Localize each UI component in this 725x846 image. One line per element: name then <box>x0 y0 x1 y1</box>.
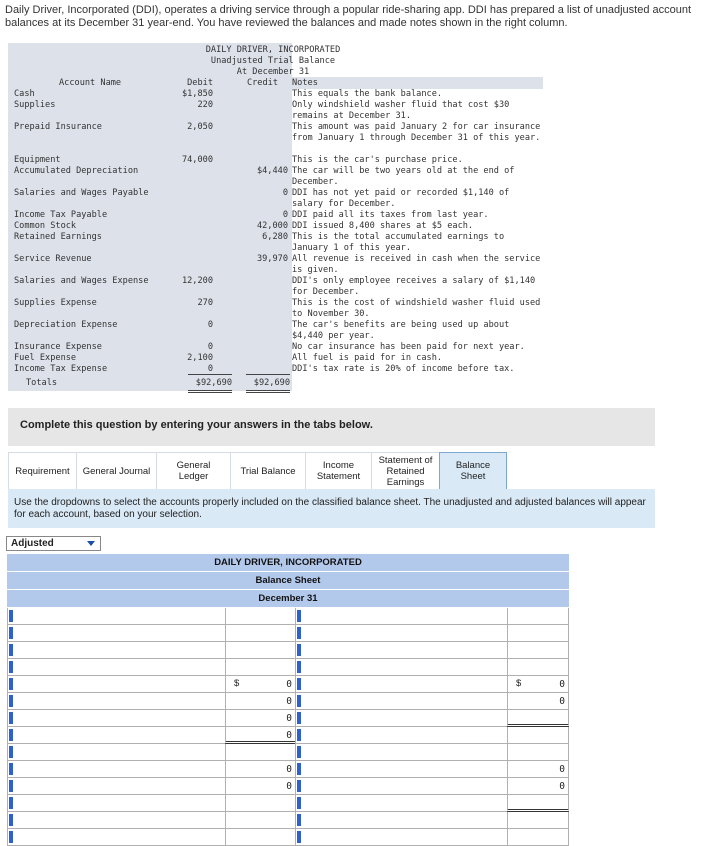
bs-total-cell <box>507 778 569 795</box>
tb-debit-value: 270 <box>197 298 213 308</box>
bs-amount-cell <box>225 744 295 761</box>
bs-subtotal-label-cell <box>295 659 507 676</box>
tb-account-name: Equipment <box>14 155 61 165</box>
bs-total: 0 <box>559 679 565 690</box>
bs-subtotal-dropdown[interactable] <box>296 659 508 676</box>
instructions-banner: Complete this question by entering your answers in the tabs below. <box>8 408 655 446</box>
tb-account-name: Fuel Expense <box>14 353 77 363</box>
bs-subtotal-label-cell <box>295 625 507 642</box>
tb-debit-value: 12,200 <box>181 276 213 286</box>
bs-subtotal-dropdown[interactable] <box>296 829 508 846</box>
bs-amount-cell <box>225 676 295 693</box>
tb-col-credit: Credit <box>246 78 278 88</box>
bs-row <box>7 608 569 625</box>
balance-type-select[interactable] <box>6 536 101 551</box>
tab-bar <box>8 452 507 489</box>
tb-note: This is the car's purchase price. <box>292 155 542 166</box>
tb-account-name: Salaries and Wages Payable <box>14 188 149 198</box>
tb-total-debit: $92,690 <box>195 378 232 388</box>
bs-total-cell <box>507 625 569 642</box>
tb-debit-value: 2,050 <box>187 122 213 132</box>
bs-row <box>7 693 569 710</box>
bs-account-cell <box>7 727 225 744</box>
bs-account-cell <box>7 761 225 778</box>
tb-note: No car insurance has been paid for next year. <box>292 342 542 353</box>
bs-amount: 0 <box>286 679 292 690</box>
bs-total-cell <box>507 710 569 727</box>
bs-subtotal-dropdown[interactable] <box>296 795 508 812</box>
bs-company: DAILY DRIVER, INCORPORATED <box>7 554 569 571</box>
tb-note: The car's benefits are being used up about $4,440 per year. <box>292 320 542 342</box>
bs-account-dropdown[interactable] <box>8 659 226 676</box>
bs-title: Balance Sheet <box>7 572 569 589</box>
bs-total-cell <box>507 676 569 693</box>
tb-note: This is the total accumulated earnings to January 1 of this year. <box>292 232 542 254</box>
bs-subtotal-dropdown[interactable] <box>296 744 508 761</box>
bs-account-cell <box>7 710 225 727</box>
bs-amount-cell <box>225 710 295 727</box>
bs-total-cell <box>507 727 569 744</box>
bs-account-dropdown[interactable] <box>8 676 226 693</box>
bs-amount-cell <box>225 659 295 676</box>
tb-date: At December 31 <box>236 67 310 77</box>
bs-subtotal-label-cell <box>295 744 507 761</box>
bs-account-cell <box>7 642 225 659</box>
bs-total-cell <box>507 829 569 846</box>
tb-note: All fuel is paid for in cash. <box>292 353 542 364</box>
bs-subtotal-dropdown[interactable] <box>296 778 508 795</box>
tb-totals-label: Totals <box>26 378 58 388</box>
bs-amount-cell <box>225 642 295 659</box>
bs-amount: 0 <box>286 696 292 707</box>
bs-total: 0 <box>559 781 565 792</box>
tb-note: The car will be two years old at the end of December. <box>292 166 542 188</box>
bs-account-dropdown[interactable] <box>8 710 226 727</box>
bs-total: 0 <box>559 764 565 775</box>
bs-subtotal-label-cell <box>295 761 507 778</box>
bs-amount: 0 <box>286 781 292 792</box>
bs-amount-cell <box>225 761 295 778</box>
tb-total-credit: $92,690 <box>253 378 290 388</box>
tab-retained-earnings[interactable]: Statement of Retained Earnings <box>371 452 439 489</box>
bs-row <box>7 829 569 846</box>
bs-subtotal-dropdown[interactable] <box>296 608 508 625</box>
bs-amount-cell <box>225 608 295 625</box>
bs-account-dropdown[interactable] <box>8 778 226 795</box>
tab-requirement[interactable]: Requirement <box>8 452 76 489</box>
bs-row <box>7 744 569 761</box>
tb-account-name: Supplies Expense <box>14 298 97 308</box>
bs-amount-cell <box>225 625 295 642</box>
tb-col-notes: Notes <box>292 78 318 88</box>
currency-symbol: $ <box>234 678 240 689</box>
tb-debit-value: 74,000 <box>181 155 213 165</box>
bs-account-cell <box>7 608 225 625</box>
bs-account-cell <box>7 676 225 693</box>
bs-account-cell <box>7 625 225 642</box>
tb-note: DDI has not yet paid or recorded $1,140 of salary for December. <box>292 188 542 210</box>
tb-account-name: Retained Earnings <box>14 232 102 242</box>
bs-subtotal-dropdown[interactable] <box>296 676 508 693</box>
bs-account-dropdown[interactable] <box>8 642 226 659</box>
bs-subtotal-dropdown[interactable] <box>296 642 508 659</box>
bs-account-cell <box>7 693 225 710</box>
bs-account-dropdown[interactable] <box>8 761 226 778</box>
bs-account-dropdown[interactable] <box>8 625 226 642</box>
bs-total-cell <box>507 608 569 625</box>
balance-type-value: Adjusted <box>11 538 54 549</box>
tb-account-name: Income Tax Expense <box>14 364 108 374</box>
tb-credit-value: 6,280 <box>262 232 288 242</box>
tb-note: DDI issued 8,400 shares at $5 each. <box>292 221 542 232</box>
bs-amount-cell <box>225 693 295 710</box>
tb-col-account: Account Name <box>59 78 122 88</box>
tb-debit-value: 0 <box>207 342 213 352</box>
bs-row <box>7 625 569 642</box>
bs-row <box>7 676 569 693</box>
bs-row <box>7 659 569 676</box>
bs-row <box>7 778 569 795</box>
bs-account-dropdown[interactable] <box>8 727 226 744</box>
tb-note: Only windshield washer fluid that cost $30 remains at December 31. <box>292 100 542 122</box>
tb-note: DDI's tax rate is 20% of income before tax. <box>292 364 542 375</box>
bs-account-dropdown[interactable] <box>8 744 226 761</box>
trial-balance <box>8 43 543 396</box>
currency-symbol: $ <box>516 678 522 689</box>
bs-row <box>7 761 569 778</box>
bs-total-cell <box>507 642 569 659</box>
bs-subtotal-label-cell <box>295 608 507 625</box>
tb-note: This amount was paid January 2 for car insurance from January 1 through December 31 of this year. <box>292 122 542 155</box>
tab-instructions: Use the dropdowns to select the accounts properly included on the classified balance sheet. The unadjusted and adjusted balances will appear for each account, based on your selection. <box>8 489 655 528</box>
intro-text: Daily Driver, Incorporated (DDI), operates a driving service through a popular ride-sharing app. DDI has prepared a list of unadjusted account balances at its December 31 year-end. You have reviewed the balances and made notes shown in the right column. <box>5 4 692 29</box>
tb-debit-value: 0 <box>207 364 213 374</box>
tb-title: Unadjusted Trial Balance <box>210 56 336 66</box>
bs-account-dropdown[interactable] <box>8 608 226 625</box>
bs-subtotal-dropdown[interactable] <box>296 710 508 727</box>
tb-account-name: Accumulated Depreciation <box>14 166 139 176</box>
tab-balance-sheet[interactable]: Balance Sheet <box>439 452 507 489</box>
bs-amount-cell <box>225 829 295 846</box>
bs-account-dropdown[interactable] <box>8 829 226 846</box>
tb-note: This is the cost of windshield washer fluid used to November 30. <box>292 298 541 319</box>
tab-general-journal[interactable]: General Journal <box>76 452 156 489</box>
tb-debit-value: 220 <box>197 100 213 110</box>
bs-total: 0 <box>559 696 565 707</box>
tb-company: DAILY DRIVER, INCORPORATED <box>205 45 341 55</box>
bs-account-dropdown[interactable] <box>8 795 226 812</box>
tb-debit-value: 0 <box>207 320 213 330</box>
tb-account-name: Supplies <box>14 100 56 110</box>
tab-income-statement[interactable]: Income Statement <box>305 452 371 489</box>
tb-account-name: Cash <box>14 89 35 99</box>
tb-account-name: Common Stock <box>14 221 77 231</box>
tb-credit-value: 42,000 <box>256 221 288 231</box>
bs-total-cell <box>507 693 569 710</box>
bs-subtotal-dropdown[interactable] <box>296 625 508 642</box>
tb-credit-value: 0 <box>282 210 288 220</box>
bs-total-cell <box>507 659 569 676</box>
bs-total-cell <box>507 761 569 778</box>
bs-total-cell <box>507 744 569 761</box>
tb-col-debit: Debit <box>187 78 213 88</box>
tb-debit-value: $1,850 <box>181 89 213 99</box>
bs-amount-cell <box>225 795 295 812</box>
tb-account-name: Income Tax Payable <box>14 210 108 220</box>
tab-general-ledger[interactable]: General Ledger <box>156 452 230 489</box>
bs-amount-cell <box>225 778 295 795</box>
bs-date: December 31 <box>7 590 569 607</box>
bs-account-cell <box>7 744 225 761</box>
tb-account-name: Prepaid Insurance <box>14 122 102 132</box>
tab-trial-balance[interactable]: Trial Balance <box>230 452 305 489</box>
bs-subtotal-label-cell <box>295 778 507 795</box>
bs-total-cell <box>507 795 569 812</box>
bs-row <box>7 642 569 659</box>
bs-row <box>7 710 569 727</box>
tb-credit-value: $4,440 <box>256 166 288 176</box>
bs-amount: 0 <box>286 713 292 724</box>
bs-subtotal-label-cell <box>295 642 507 659</box>
bs-subtotal-label-cell <box>295 676 507 693</box>
tb-account-name: Service Revenue <box>14 254 92 264</box>
bs-row <box>7 727 569 744</box>
tb-account-name: Salaries and Wages Expense <box>14 276 149 286</box>
bs-account-dropdown[interactable] <box>8 693 226 710</box>
bs-subtotal-label-cell <box>295 693 507 710</box>
bs-account-cell <box>7 829 225 846</box>
bs-subtotal-label-cell <box>295 829 507 846</box>
tb-note: DDI's only employee receives a salary of $1,140 for December. <box>292 276 542 298</box>
tb-debit-value: 2,100 <box>187 353 213 363</box>
bs-amount: 0 <box>286 764 292 775</box>
bs-account-cell <box>7 659 225 676</box>
bs-subtotal-dropdown[interactable] <box>296 727 508 744</box>
chevron-down-icon <box>87 541 95 546</box>
bs-subtotal-dropdown[interactable] <box>296 693 508 710</box>
tb-note: This equals the bank balance. <box>292 89 542 100</box>
bs-amount: 0 <box>286 730 292 741</box>
tb-credit-value: 39,970 <box>256 254 288 264</box>
bs-account-cell <box>7 778 225 795</box>
bs-subtotal-label-cell <box>295 795 507 812</box>
tb-credit-value: 0 <box>282 188 288 198</box>
tb-note: All revenue is received in cash when the service is given. <box>292 254 541 275</box>
tb-note: DDI paid all its taxes from last year. <box>292 210 542 221</box>
bs-subtotal-label-cell <box>295 727 507 744</box>
bs-subtotal-dropdown[interactable] <box>296 761 508 778</box>
bs-amount-cell <box>225 727 295 744</box>
bs-account-cell <box>7 795 225 812</box>
bs-row <box>7 795 569 812</box>
tb-account-name: Insurance Expense <box>14 342 102 352</box>
tb-account-name: Depreciation Expense <box>14 320 118 330</box>
bs-subtotal-label-cell <box>295 710 507 727</box>
